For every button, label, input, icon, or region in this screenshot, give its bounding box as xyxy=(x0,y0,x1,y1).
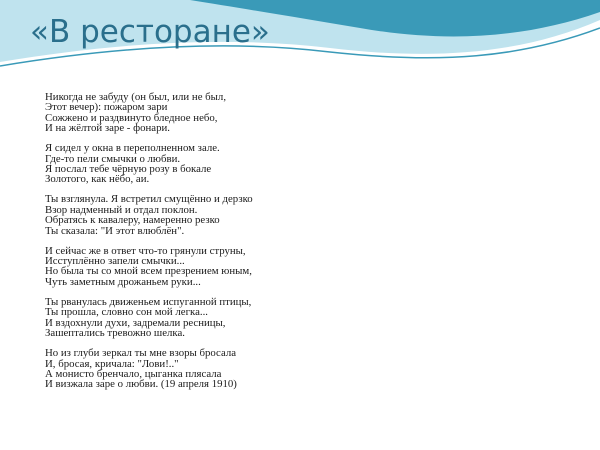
poem-line: Ты сказала: "И этот влюблён". xyxy=(45,224,185,237)
poem-line: Но из глуби зеркал ты мне взоры бросала xyxy=(45,347,237,360)
poem-line: И на жёлтой заре - фонари. xyxy=(45,122,170,135)
poem-line: Ты рванулась движеньем испуганной птицы, xyxy=(45,295,252,308)
poem-line: Но была ты со мной всем презрением юным, xyxy=(45,265,252,278)
poem-line: Ты прошла, словно сон мой легка... xyxy=(45,306,208,319)
poem-line: А монисто бренчало, цыганка плясала xyxy=(45,367,222,380)
poem-line: И вздохнули духи, задремали ресницы, xyxy=(45,316,226,329)
poem-stanza xyxy=(45,194,565,236)
poem-stanza xyxy=(45,348,565,390)
poem-line: Ты взглянула. Я встретил смущённо и дерзко xyxy=(45,193,253,206)
poem-body xyxy=(45,92,565,399)
poem-stanza xyxy=(45,92,565,134)
poem-line: Сожжено и раздвинуто бледное небо, xyxy=(45,111,218,124)
poem-stanza xyxy=(45,297,565,339)
poem-line: Золотого, как нёбо, аи. xyxy=(45,173,150,186)
poem-line: Никогда не забуду (он был, или не был, xyxy=(45,91,227,103)
poem-line: Зашептались тревожно шелка. xyxy=(45,327,186,340)
poem-line: Чуть заметным дрожаньем руки... xyxy=(45,275,201,288)
poem-line: И визжала заре о любви. (19 апреля 1910) xyxy=(45,378,237,391)
poem-line: Взор надменный и отдал поклон. xyxy=(45,203,198,216)
poem-line: Я послал тебе чёрную розу в бокале xyxy=(45,163,212,176)
poem-line: И, бросая, кричала: "Лови!.." xyxy=(45,357,179,370)
poem-line: Этот вечер): пожаром зари xyxy=(45,101,168,114)
poem-stanza xyxy=(45,143,565,185)
slide-title: «В ресторане» xyxy=(30,14,270,50)
poem-line: И сейчас же в ответ что-то грянули струны, xyxy=(45,244,246,257)
poem-line: Обратясь к кавалеру, намеренно резко xyxy=(45,214,220,227)
poem-line: Я сидел у окна в переполненном зале. xyxy=(45,142,220,155)
poem-stanza xyxy=(45,246,565,288)
poem-line: Исступлённо запели смычки... xyxy=(45,255,185,268)
poem-line: Где-то пели смычки о любви. xyxy=(45,152,181,165)
